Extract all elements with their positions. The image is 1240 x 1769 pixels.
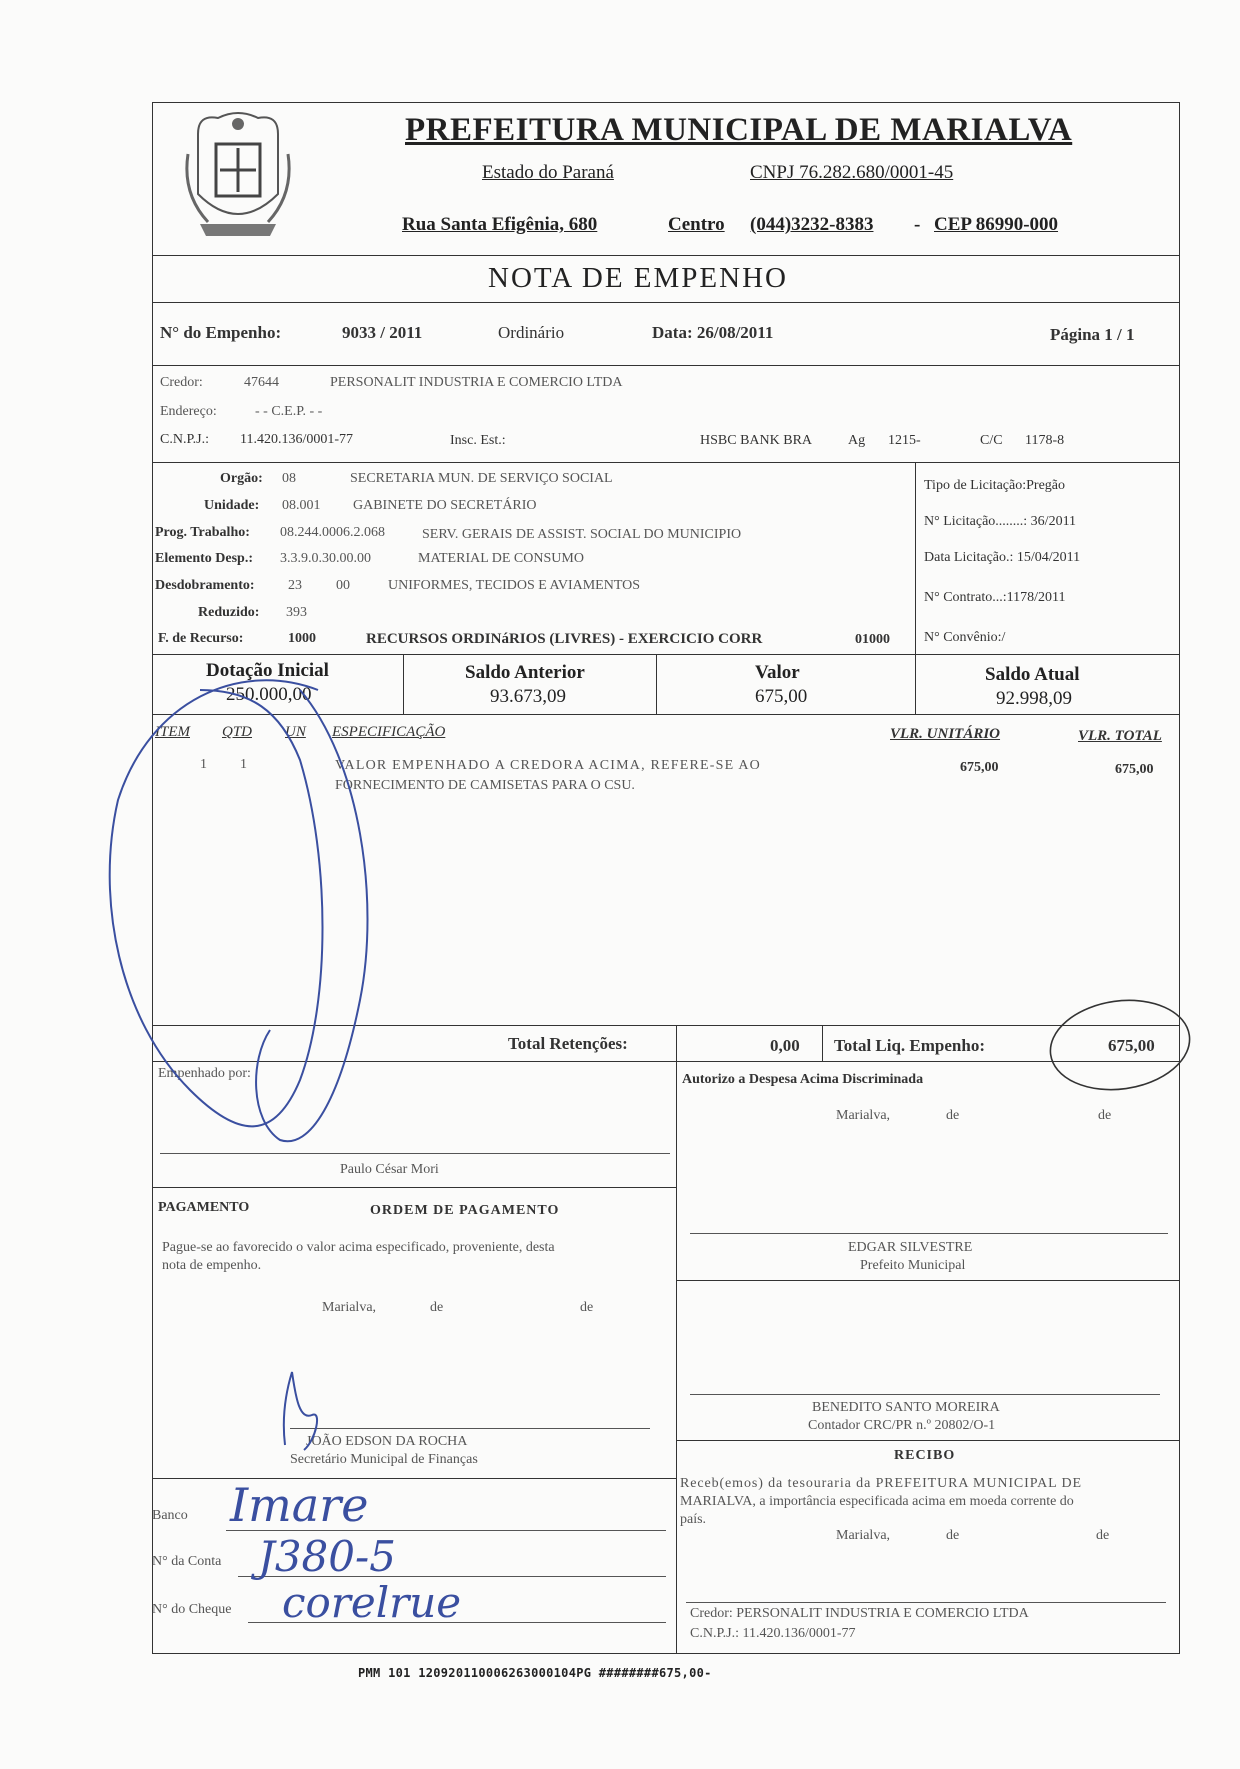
divider [152, 462, 1180, 463]
page-number: Página 1 / 1 [1050, 325, 1135, 344]
recurso-label: F. de Recurso: [158, 631, 244, 646]
signature-line [160, 1153, 670, 1154]
recibo-text-1: Receb(emos) da tesouraria da PREFEITURA MUNICIPAL DE [680, 1476, 1082, 1491]
signature-line [290, 1428, 650, 1429]
prog-trabalho-code: 08.244.0006.2.068 [280, 525, 385, 540]
phone-label: (044)3232-8383 [750, 214, 874, 235]
divider [676, 1280, 1180, 1281]
elemento-name: MATERIAL DE CONSUMO [418, 551, 584, 566]
autorizo-city: Marialva, [836, 1108, 891, 1123]
divider [676, 1061, 677, 1654]
elemento-code: 3.3.9.0.30.00.00 [280, 551, 371, 566]
col-unit-header: VLR. UNITÁRIO [890, 726, 1001, 742]
col-total-header: VLR. TOTAL [1078, 728, 1162, 744]
recibo-de-2: de [1096, 1528, 1110, 1543]
desdobramento-label: Desdobramento: [155, 578, 255, 593]
document-type-title: NOTA DE EMPENHO [488, 262, 788, 294]
city-coat-of-arms [178, 104, 298, 244]
divider [152, 302, 1180, 303]
pagamento-text-1: Pague-se ao favorecido o valor acima especificado, proveniente, desta [162, 1240, 555, 1255]
bank-name: HSBC BANK BRA [700, 433, 813, 448]
ordem-pagamento-label: ORDEM DE PAGAMENTO [370, 1203, 560, 1218]
item-total-value: 675,00 [1115, 762, 1154, 777]
desdobramento-name: UNIFORMES, TECIDOS E AVIAMENTOS [388, 578, 641, 593]
insc-est-label: Insc. Est.: [450, 433, 506, 448]
divider [152, 1187, 676, 1188]
pagamento-text-2: nota de empenho. [162, 1258, 262, 1273]
item-qtd: 1 [240, 757, 247, 772]
credor-name: PERSONALIT INDUSTRIA E COMERCIO LTDA [330, 375, 623, 390]
divider [152, 255, 1180, 256]
elemento-label: Elemento Desp.: [155, 551, 253, 566]
cep-label: CEP 86990-000 [934, 214, 1059, 235]
pagamento-city: Marialva, [322, 1300, 377, 1315]
empenho-number: 9033 / 2011 [342, 323, 423, 342]
secretario-name: JOÃO EDSON DA ROCHA [306, 1434, 468, 1449]
divider [656, 654, 657, 714]
divider [676, 1025, 677, 1061]
agency-value: 1215- [888, 433, 921, 448]
recibo-credor: Credor: PERSONALIT INDUSTRIA E COMERCIO LTDA [690, 1606, 1029, 1621]
signature-line [686, 1602, 1166, 1603]
account-label: C/C [980, 433, 1003, 448]
col-item-header: ITEM [155, 724, 190, 740]
empenhado-por-name: Paulo César Mori [340, 1162, 439, 1177]
retencoes-label: Total Retenções: [508, 1034, 628, 1053]
signature-line [690, 1394, 1160, 1395]
recurso-number: 01000 [855, 632, 890, 647]
numero-licitacao: N° Licitação........: 36/2011 [924, 514, 1077, 529]
desdobramento-sub: 00 [336, 578, 350, 593]
saldo-anterior-value: 93.673,09 [490, 686, 566, 707]
divider [403, 654, 404, 714]
recurso-name: RECURSOS ORDINáRIOS (LIVRES) - EXERCICIO CORR [366, 631, 763, 647]
empenho-number-label: N° do Empenho: [160, 323, 282, 342]
cheque-label: N° do Cheque [152, 1602, 232, 1617]
valor-value: 675,00 [755, 686, 808, 707]
district-label: Centro [668, 214, 725, 235]
saldo-anterior-label: Saldo Anterior [465, 662, 585, 683]
divider [915, 654, 916, 714]
contador-name: BENEDITO SANTO MOREIRA [812, 1400, 1000, 1415]
unidade-label: Unidade: [204, 498, 260, 513]
agency-label: Ag [848, 433, 866, 448]
credor-code: 47644 [244, 375, 279, 390]
autorizo-text: Autorizo a Despesa Acima Discriminada [682, 1072, 924, 1087]
endereco-value: - - C.E.P. - - [255, 404, 323, 419]
handwritten-cheque: corelrue [282, 1578, 462, 1627]
col-espec-header: ESPECIFICAÇÃO [332, 724, 446, 740]
recibo-text-2: MARIALVA, a importância especificada acima em moeda corrente do [680, 1494, 1074, 1509]
item-desc-line1: VALOR EMPENHADO A CREDORA ACIMA, REFERE-SE AO [335, 758, 761, 773]
prefeito-name: EDGAR SILVESTRE [848, 1240, 973, 1255]
address-label: Rua Santa Efigênia, 680 [402, 214, 598, 235]
secretario-title: Secretário Municipal de Finanças [290, 1452, 478, 1467]
prefeito-title: Prefeito Municipal [860, 1258, 966, 1273]
retencoes-value: 0,00 [770, 1036, 800, 1055]
autorizo-de-1: de [946, 1108, 960, 1123]
divider [152, 654, 1180, 655]
numero-convenio: N° Convênio:/ [924, 630, 1006, 645]
valor-label: Valor [755, 662, 800, 683]
item-number: 1 [200, 757, 207, 772]
handwritten-banco: Imare [230, 1478, 369, 1532]
recurso-code: 1000 [288, 631, 316, 646]
recibo-de-1: de [946, 1528, 960, 1543]
banco-label: Banco [152, 1508, 188, 1523]
data-licitacao: Data Licitação.: 15/04/2011 [924, 550, 1081, 565]
saldo-atual-value: 92.998,09 [996, 688, 1072, 709]
unidade-code: 08.001 [282, 498, 321, 513]
unidade-name: GABINETE DO SECRETÁRIO [353, 498, 537, 513]
page-title: PREFEITURA MUNICIPAL DE MARIALVA [405, 112, 1073, 148]
reduzido-label: Reduzido: [198, 605, 260, 620]
signature-line [690, 1233, 1168, 1234]
prog-trabalho-label: Prog. Trabalho: [155, 525, 250, 540]
autorizo-de-2: de [1098, 1108, 1112, 1123]
prog-trabalho-name: SERV. GERAIS DE ASSIST. SOCIAL DO MUNICIPIO [422, 527, 742, 542]
recibo-text-3: país. [680, 1512, 707, 1527]
item-desc-line2: FORNECIMENTO DE CAMISETAS PARA O CSU. [335, 778, 635, 793]
cnpj-credor-label: C.N.P.J.: [160, 432, 210, 447]
desdobramento-code: 23 [288, 578, 302, 593]
cnpj-label: CNPJ 76.282.680/0001-45 [750, 162, 954, 183]
col-un-header: UN [285, 724, 306, 740]
divider [152, 714, 1180, 715]
document-code: PMM 101 120920110006263000104PG ########675,00- [358, 1666, 712, 1680]
pagamento-de-2: de [580, 1300, 594, 1315]
reduzido-value: 393 [286, 605, 307, 620]
cnpj-credor-value: 11.420.136/0001-77 [240, 432, 354, 447]
divider [152, 365, 1180, 366]
col-qtd-header: QTD [222, 724, 253, 740]
contador-title: Contador CRC/PR n.º 20802/O-1 [808, 1418, 996, 1433]
total-liquido-value: 675,00 [1108, 1036, 1155, 1055]
dotacao-value: 250.000,00 [226, 684, 312, 705]
conta-label: N° da Conta [152, 1554, 222, 1569]
divider [152, 1025, 1180, 1026]
endereco-label: Endereço: [160, 404, 217, 419]
divider [152, 1061, 1180, 1062]
pagamento-de-1: de [430, 1300, 444, 1315]
numero-contrato: N° Contrato...:1178/2011 [924, 590, 1066, 605]
recibo-cnpj: C.N.P.J.: 11.420.136/0001-77 [690, 1626, 856, 1641]
recibo-title: RECIBO [894, 1448, 956, 1463]
pagamento-label: PAGAMENTO [158, 1200, 250, 1215]
divider [915, 462, 916, 654]
credor-label: Credor: [160, 375, 203, 390]
divider [676, 1440, 1180, 1441]
divider [822, 1025, 823, 1061]
dotacao-label: Dotação Inicial [206, 660, 329, 681]
empenhado-por-label: Empenhado por: [158, 1066, 251, 1081]
orgao-code: 08 [282, 471, 296, 486]
tipo-licitacao: Tipo de Licitação:Pregão [924, 478, 1066, 493]
saldo-atual-label: Saldo Atual [985, 664, 1080, 685]
handwritten-conta: J380-5 [258, 1532, 396, 1581]
state-label: Estado do Paraná [482, 162, 614, 183]
empenho-date: Data: 26/08/2011 [652, 323, 774, 342]
orgao-name: SECRETARIA MUN. DE SERVIÇO SOCIAL [350, 471, 613, 486]
recibo-city: Marialva, [836, 1528, 891, 1543]
item-unit-value: 675,00 [960, 760, 999, 775]
account-value: 1178-8 [1025, 433, 1065, 448]
dash-label: - [914, 214, 921, 235]
empenho-type: Ordinário [498, 323, 565, 342]
total-liquido-label: Total Liq. Empenho: [834, 1036, 985, 1055]
orgao-label: Orgão: [220, 471, 263, 486]
